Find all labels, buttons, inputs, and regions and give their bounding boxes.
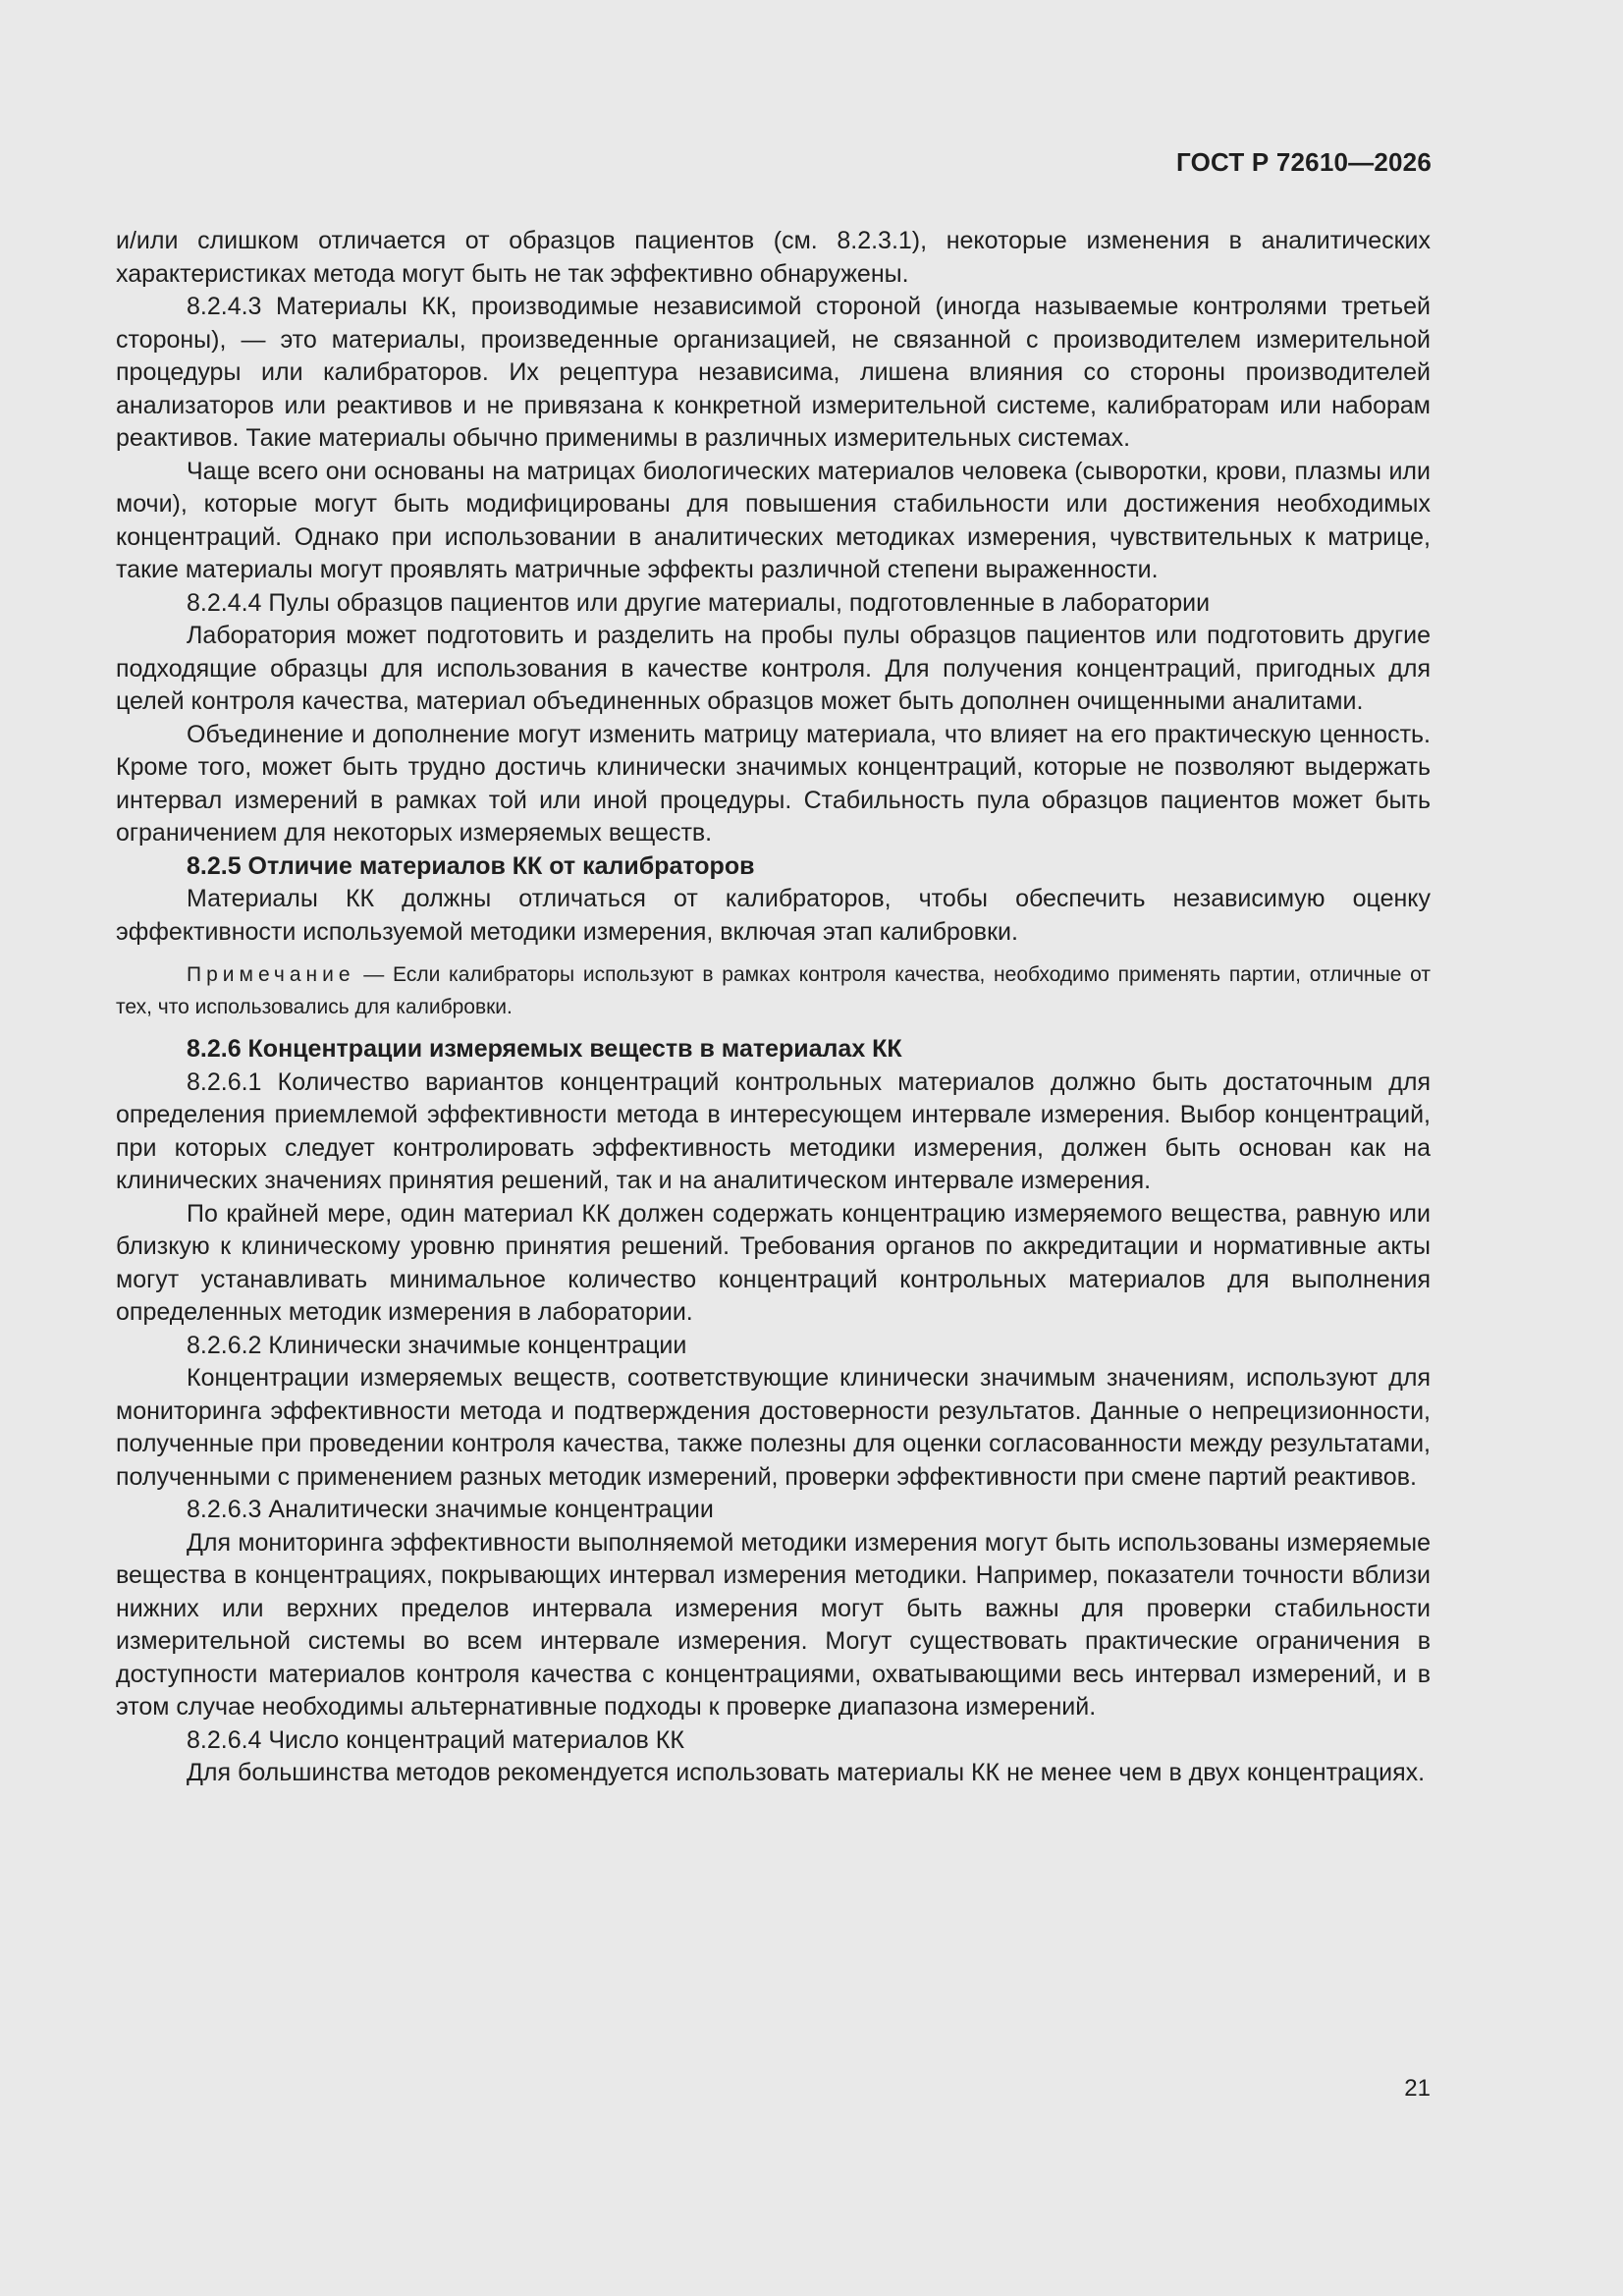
- subsection-title-8-2-6-2: 8.2.6.2 Клинически значимые концентрации: [187, 1331, 687, 1359]
- subsection-title-8-2-6-4: 8.2.6.4 Число концентраций материалов КК: [187, 1725, 684, 1754]
- paragraph-continuation: и/или слишком отличается от образцов пациентов (см. 8.2.3.1), некоторые изменения в аналитических характеристиках метода могут быть не так эффективно обнаружены.: [116, 227, 1431, 288]
- note: [116, 958, 1431, 1023]
- document-header: ГОСТ Р 72610—2026: [1176, 147, 1432, 177]
- paragraph-clinical-concentrations: Концентрации измеряемых веществ, соответствующие клинически значимым значениям, используют для мониторинга эффективности метода и подтверждения достоверности результатов. Данные о непрецизионности, полученные при проведении контроля качества, также полезны для оценки согласованности между результатами, полученными с применением разных методик измерений, проверки эффективности при смене партий реактивов.: [116, 1364, 1431, 1491]
- paragraph-8-2-6-1: 8.2.6.1 Количество вариантов концентраций контрольных материалов должно быть достаточным для определения приемлемой эффективности метода в интересующем интервале измерения. Выбор концентраций, при которых следует контролировать эффективность методики измерения, должен быть основан как на клинических значениях принятия решений, так и на аналитическом интервале измерения.: [116, 1067, 1431, 1194]
- note-text: — Если калибраторы используют в рамках контроля качества, необходимо применять партии, отличные от тех, что использовались для калибровки.: [116, 963, 1431, 1018]
- note-label: Примечание: [187, 963, 355, 986]
- paragraph-number-of-concentrations: Для большинства методов рекомендуется использовать материалы КК не менее чем в двух концентрациях.: [187, 1759, 1426, 1786]
- subsection-title-8-2-6-3: 8.2.6.3 Аналитически значимые концентрации: [187, 1496, 714, 1523]
- section-heading-8-2-5: 8.2.5 Отличие материалов КК от калибраторов: [187, 851, 755, 880]
- paragraph-clinical-level: По крайней мере, один материал КК должен содержать концентрацию измеряемого вещества, равную или близкую к клиническому уровню принятия решений. Требования органов по аккредитации и нормативные акты могут устанавливать минимальное количество концентраций контрольных материалов для выполнения определенных методик измерения в лаборатории.: [116, 1199, 1431, 1326]
- paragraph-calibrators: Материалы КК должны отличаться от калибраторов, чтобы обеспечить независимую оценку эффективности используемой методики измерения, включая этап калибровки.: [116, 885, 1431, 946]
- page-number: 21: [1404, 2075, 1431, 2102]
- paragraph-8-2-4-3: 8.2.4.3 Материалы КК, производимые независимой стороной (иногда называемые контролями третьей стороны), — это материалы, произведенные организацией, не связанной с производителем измерительной процедуры или калибраторов. Их рецептура независима, лишена влияния со стороны производителей анализаторов или реактивов и не привязана к конкретной измерительной системе, калибраторам или наборам реактивов. Такие материалы обычно применимы в различных измерительных системах.: [116, 293, 1431, 452]
- paragraph-matrices: Чаще всего они основаны на матрицах биологических материалов человека (сыворотки, крови, плазмы или мочи), которые могут быть модифицированы для повышения стабильности или достижения необходимых концентраций. Однако при использовании в аналитических методиках измерения, чувствительных к матрице, такие материалы могут проявлять матричные эффекты различной степени выраженности.: [116, 457, 1431, 583]
- subsection-title-8-2-4-4: 8.2.4.4 Пулы образцов пациентов или другие материалы, подготовленные в лаборатории: [187, 588, 1211, 617]
- document-body: [116, 225, 1431, 1790]
- paragraph-analytical-concentrations: Для мониторинга эффективности выполняемой методики измерения могут быть использованы измеряемые вещества в концентрациях, покрывающих интервал измерения методики. Например, показатели точности вблизи нижних или верхних пределов интервала измерения могут быть важны для проверки стабильности измерительной системы во всем интервале измерения. Могут существовать практические ограничения в доступности материалов контроля качества с концентрациями, охватывающими весь интервал измерений, и в этом случае необходимы альтернативные подходы к проверке диапазона измерений.: [116, 1528, 1431, 1721]
- section-heading-8-2-6: 8.2.6 Концентрации измеряемых веществ в материалах КК: [187, 1035, 902, 1063]
- paragraph-lab-pools: Лаборатория может подготовить и разделить на пробы пулы образцов пациентов или подготовить другие подходящие образцы для использования в качестве контроля. Для получения концентраций, пригодных для целей контроля качества, материал объединенных образцов может быть дополнен очищенными аналитами.: [116, 622, 1431, 715]
- paragraph-pooling-effects: Объединение и дополнение могут изменить матрицу материала, что влияет на его практическую ценность. Кроме того, может быть трудно достичь клинически значимых концентраций, которые не позволяют выдержать интервал измерений в рамках той или иной процедуры. Стабильность пула образцов пациентов может быть ограничением для некоторых измеряемых веществ.: [116, 720, 1431, 847]
